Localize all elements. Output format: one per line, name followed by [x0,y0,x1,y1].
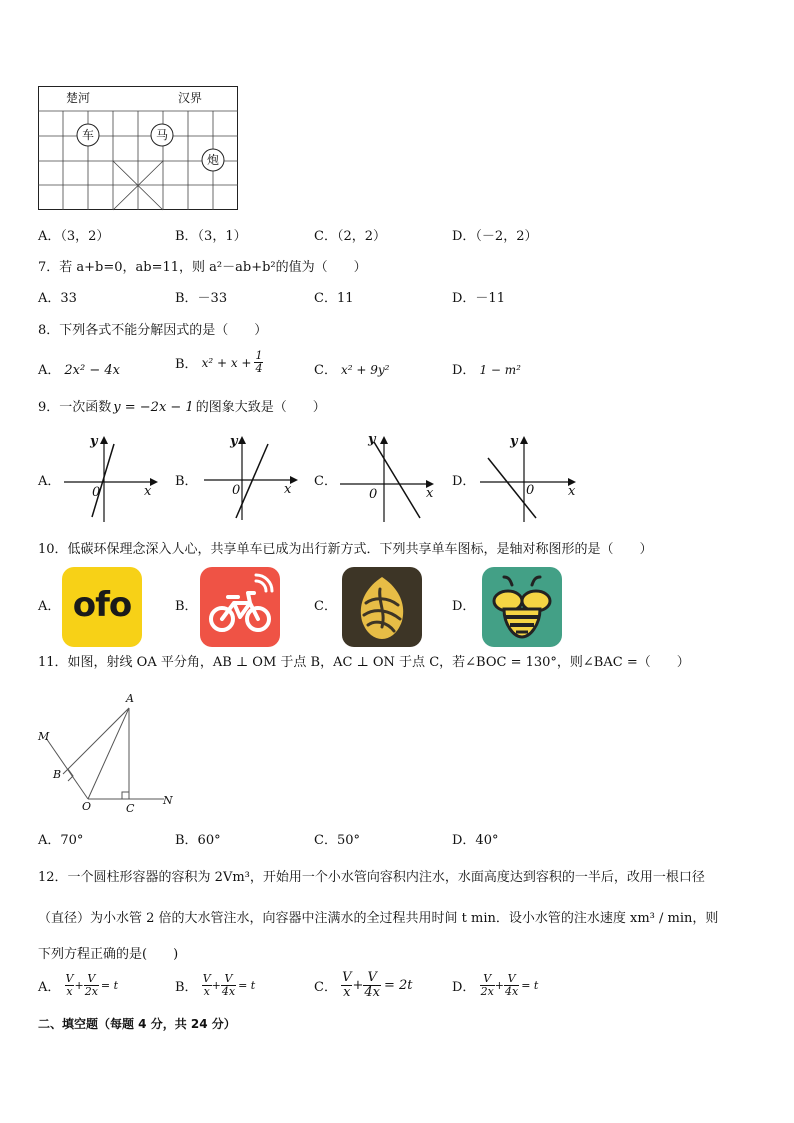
mobike-bicycle-graphic [200,567,280,647]
q9-graph-c-svg [338,432,438,524]
q12-d-n2: V [504,973,519,986]
q9-graph-d-svg [478,432,582,524]
q9-graph-a [62,432,162,524]
q12-line-3: 下列方程正确的是( ) [38,947,179,962]
q7-option-a: A．33 [38,291,77,306]
q12-a-rhs: = t [100,979,119,992]
q12-a-plus: + [74,979,84,992]
q12-d-plus: + [494,979,504,992]
q11-label-c: C [126,802,135,815]
q12-d-frac-2 [504,973,519,998]
q9-option-c-label: C． [314,474,337,489]
q6-option-c: C．（2，2） [314,229,386,244]
q9-c-x-label: x [426,486,434,501]
q12-c-d2: 4x [364,985,380,1000]
q12-c-frac-2 [363,971,381,1000]
piece-pao: 炮 [207,153,220,167]
q12-option-a [38,973,118,998]
q12-d-d2: 4x [505,985,519,998]
q12-option-b-label: B． [175,980,198,995]
q8-option-b [175,350,263,375]
q12-d-frac-1 [480,973,495,998]
q9-b-y-label: y [230,434,238,449]
q8-option-c [314,359,389,378]
q9-graph-b [202,432,302,524]
q9-d-x-label: x [568,484,576,499]
q12-a-frac-1 [65,973,75,998]
q7-option-d: D．－11 [452,291,505,306]
q7-stem: 7．若 a+b=0，ab=11，则 a²－ab+b²的值为（ ） [38,260,367,275]
q10-option-c-label: C． [314,599,337,614]
q11-option-a: A．70° [38,833,84,848]
q9-d-origin-label: 0 [526,483,535,498]
q9-a-y-label: y [90,434,98,449]
q10-option-b-label: B． [175,599,198,614]
piece-ma: 马 [156,128,169,142]
q8-b-denominator: 4 [255,362,263,375]
q12-option-c-label: C． [314,980,337,995]
q7-option-b: B．－33 [175,291,228,306]
q12-c-n2: V [363,971,381,986]
q11-option-b: B．60° [175,833,221,848]
q9-c-origin-label: 0 [369,487,378,502]
pinecone-logo-icon [342,567,422,647]
q8-option-b-expr: x² + x + [201,355,252,370]
q11-label-n: N [163,794,173,807]
q6-option-a: A．（3，2） [38,229,110,244]
q11-label-a: A [126,692,134,705]
q11-stem: 11．如图，射线 OA 平分角，AB ⊥ OM 于点 B，AC ⊥ ON 于点 C，若∠BOC = 130°，则∠BAC =（ ） [38,655,690,670]
q9-d-y-label: y [510,434,518,449]
q11-option-d: D．40° [452,833,499,848]
q11-label-b: B [53,768,62,781]
bee-graphic [482,567,562,647]
q10-stem: 10．低碳环保理念深入人心，共享单车已成为出行新方式．下列共享单车图标，是轴对称图形的是（ ） [38,542,653,557]
q10-option-d-label: D． [452,599,476,614]
q8-option-a [38,359,120,378]
q8-option-b-fraction [254,350,263,375]
q12-option-d [452,973,538,998]
q12-a-n1: V [65,972,74,985]
ofo-logo-text: ofo [72,585,132,625]
q9-graph-b-svg [202,432,302,524]
piece-che: 车 [82,128,95,142]
q12-option-d-label: D． [452,980,476,995]
q8-option-c-expr: x² + 9y² [340,363,390,377]
mobike-logo-icon [200,567,280,647]
q12-b-n2: V [221,973,236,986]
q8-option-d [452,359,521,378]
q8-option-d-expr: 1 − m² [479,363,521,377]
q12-option-c [314,971,413,1000]
q8-option-c-label: C． [314,363,337,378]
q6-option-b: B．（3，1） [175,229,247,244]
q12-b-plus: + [211,979,221,992]
q12-b-rhs: = t [238,979,256,992]
q12-a-frac-2 [84,973,99,998]
q12-option-a-label: A． [38,980,61,995]
q12-a-d1: x [66,985,73,998]
q9-b-x-label: x [284,482,292,497]
q12-b-n1: V [202,972,211,985]
q9-b-origin-label: 0 [232,483,241,498]
q11-label-o: O [82,800,92,813]
q9-stem-post: 的图象大致是（ ） [195,400,326,415]
q12-a-n2: V [84,973,99,986]
q8-option-d-label: D． [452,363,476,378]
board-label-chuhe: 楚河 [66,91,91,105]
chess-board-figure [38,86,238,210]
q11-figure [36,692,176,818]
q8-option-a-label: A． [38,363,61,378]
q12-c-plus: + [352,978,364,993]
q12-b-frac-1 [202,973,212,998]
q9-option-a-label: A． [38,474,61,489]
q9-c-y-label: y [368,432,376,447]
q12-c-rhs: = 2t [384,978,413,993]
board-label-hanjie: 汉界 [178,91,203,105]
q12-c-n1: V [342,970,352,985]
q9-stem-pre: 9．一次函数 [38,400,112,415]
q8-option-b-label: B． [175,357,198,372]
q12-b-frac-2 [221,973,236,998]
q8-option-a-expr: 2x² − 4x [64,363,120,378]
q12-d-rhs: = t [521,979,539,992]
section-2-heading: 二、填空题（每题 4 分，共 24 分） [38,1017,236,1031]
q9-graph-d [478,432,582,524]
q12-b-d2: 4x [221,985,236,998]
q9-a-x-label: x [144,484,152,499]
q7-option-c: C．11 [314,291,354,306]
q10-option-a-label: A． [38,599,61,614]
ofo-logo-icon [62,567,142,647]
q8-stem: 8．下列各式不能分解因式的是（ ） [38,323,268,338]
q9-graph-a-svg [62,432,162,524]
q9-option-b-label: B． [175,474,198,489]
q9-stem-equation: y = −2x − 1 [113,400,194,415]
q11-label-m: M [38,730,50,743]
q9-stem [38,400,326,416]
q9-graph-c [338,432,438,524]
q12-c-frac-1 [341,971,352,1000]
q6-option-d: D．（－2，2） [452,229,538,244]
pinecone-graphic [342,567,422,647]
q9-option-d-label: D． [452,474,476,489]
q12-line-1: 12．一个圆柱形容器的容积为 2Vm³，开始用一个小水管向容积内注水，水面高度达到容积的一半后，改用一根口径 [38,870,705,885]
q9-a-origin-label: 0 [92,485,101,500]
q12-line-2: （直径）为小水管 2 倍的大水管注水，向容器中注满水的全过程共用时间 t min．设小水管的注水速度 xm³ / min，则 [38,911,719,926]
q11-figure-svg [36,698,176,818]
q12-d-n1: V [480,973,495,986]
q12-c-d1: x [343,985,351,1000]
bee-logo-icon [482,567,562,647]
q8-b-numerator: 1 [255,349,263,362]
q12-b-d1: x [203,985,210,998]
q11-option-c: C．50° [314,833,360,848]
q12-d-d1: 2x [480,985,494,998]
q12-option-b [175,973,255,998]
q12-a-d2: 2x [84,985,98,998]
